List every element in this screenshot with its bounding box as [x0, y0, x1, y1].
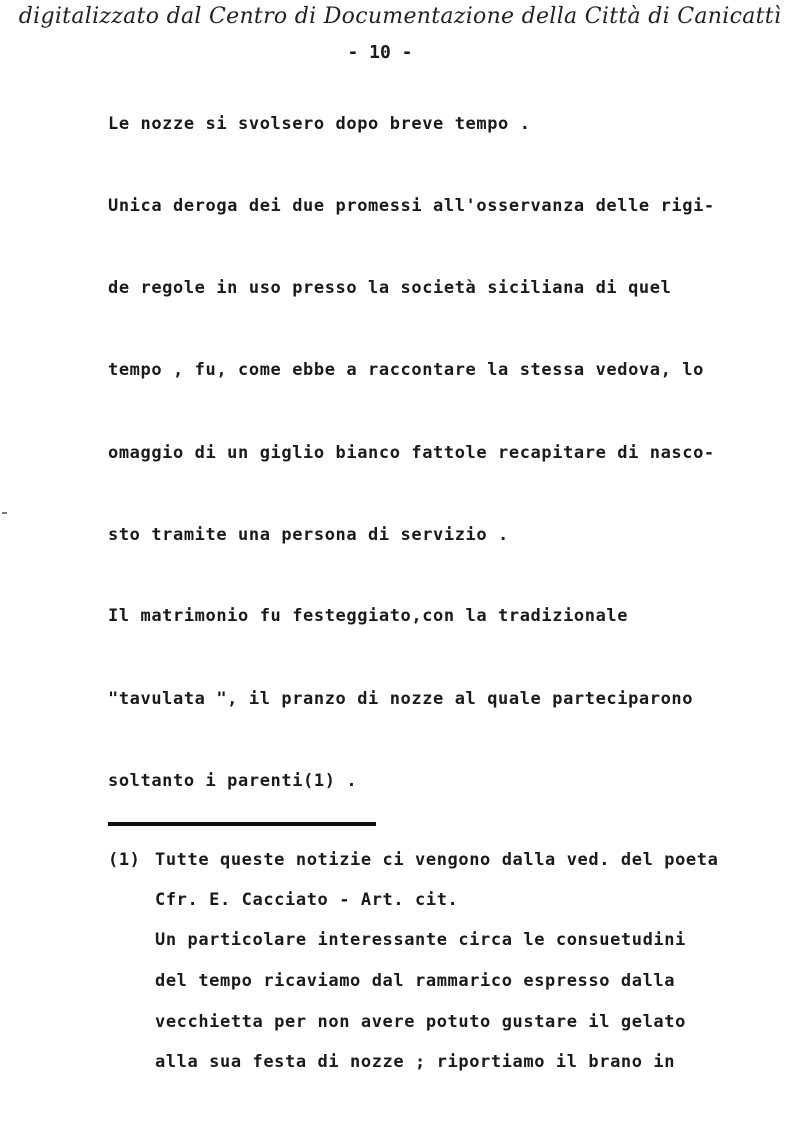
body-line: omaggio di un giglio bianco fattole recapitare di nasco- — [108, 443, 715, 463]
body-line: "tavulata ", il pranzo di nozze al quale parteciparono — [108, 689, 694, 709]
footnote-separator — [108, 822, 376, 826]
digitization-credit: digitalizzato dal Centro di Documentazione della Città di Canicattì — [18, 4, 782, 29]
footnote-line: Cfr. E. Cacciato - Art. cit. — [155, 890, 459, 910]
page-number: - 10 - — [347, 42, 413, 63]
footnote-line: Un particolare interessante circa le consuetudini — [155, 930, 686, 950]
body-line: de regole in uso presso la società siciliana di quel — [108, 278, 672, 298]
margin-speck — [2, 512, 7, 514]
footnote-line: vecchietta per non avere potuto gustare il gelato — [155, 1012, 686, 1032]
body-line: soltanto i parenti(1) . — [108, 771, 358, 791]
footnote-line: Tutte queste notizie ci vengono dalla ved. del poeta — [155, 850, 719, 870]
footnote-line: alla sua festa di nozze ; riportiamo il brano in — [155, 1052, 676, 1072]
footnote-line: del tempo ricaviamo dal rammarico espresso dalla — [155, 971, 676, 991]
body-line: Unica deroga dei due promessi all'osservanza delle rigi- — [108, 196, 715, 216]
body-line: tempo , fu, come ebbe a raccontare la stessa vedova, lo — [108, 360, 704, 380]
footnote-marker: (1) — [108, 850, 141, 870]
body-line: Il matrimonio fu festeggiato,con la tradizionale — [108, 606, 629, 626]
body-line: Le nozze si svolsero dopo breve tempo . — [108, 114, 531, 134]
body-line: sto tramite una persona di servizio . — [108, 525, 509, 545]
